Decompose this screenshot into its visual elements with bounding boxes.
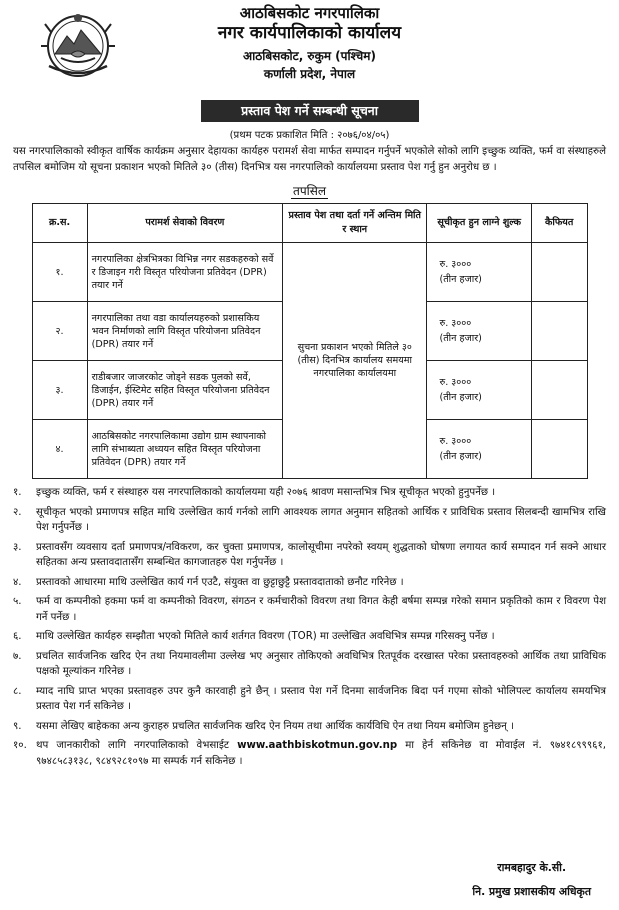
row-description: नगरपालिका क्षेत्रभित्रका विभिन्न नगर सडकहरुको सर्वे र डिजाइन गरी विस्तृत परियोजना प्रतिवेदन (DPR) तयार गर्ने [87,243,282,302]
list-item: ६. माथि उल्लेखित कार्यहरु सम्झौता भएको मितिले कार्य शर्तगत विवरण (TOR) मा उल्लेखित अवधिभित्र सम्पन्न गरिसक्नु पर्नेछ । [13,631,495,642]
row-remarks [531,361,587,420]
fee-words: (तीन हजार) [439,274,482,285]
fee-amount: रु. ३००० [439,259,472,270]
signatory-title: नि. प्रमुख प्रशासकीय अधिकृत [472,885,591,898]
signature-block [472,856,591,904]
row-remarks [531,243,587,302]
published-date: (प्रथम पटक प्रकाशित मिति : २०७६/०४/०५) [229,130,390,141]
row-description: नगरपालिका तथा वडा कार्यालयहरुको प्रशासकिय भवन निर्माणको लागि विस्तृत परियोजना प्रतिवेदन (DPR) तयार गर्ने [87,302,282,361]
fee-amount: रु. ३००० [439,436,472,447]
row-sn: ३. [32,361,87,420]
municipality-name: आठबिसकोट नगरपालिका [239,4,380,22]
province-name: कर्णाली प्रदेश, नेपाल [263,67,356,81]
list-item: २. सूचीकृत भएको प्रमाणपत्र सहित माथि उल्लेखित कार्य गर्नको लागि आवश्यक लागत अनुमान सहितको आर्थिक र प्राविधिक प्रस्ताव सिलबन्दी खामभित्र राखि पेश गर्नुपर्नेछ । [13,506,606,533]
row-fee [427,243,531,302]
header-remarks: कैफियत [531,204,587,243]
schedule-table [32,203,588,479]
terms-list [13,485,606,769]
intro-paragraph: यस नगरपालिकाको स्वीकृत वार्षिक कार्यक्रम अनुसार देहायका कार्यहरु परामर्श सेवा मार्फत सम्पादन गर्नुपर्ने भएकोले सोको लागि इच्छुक व्यक्ति, फर्म वा संस्थाहरुले तपसिल बमोजिम यो सूचना प्रकाशन भएको मितिले ३० (तीस) दिनभित्र यस नगरपालिको कार्यालयमा प्रस्ताव पेश गर्नु हुन अनुरोध छ । [13,146,606,173]
row-description: राडीबजार जाजरकोट जोड्ने सडक पुलको सर्वे, डिजाईन, ईस्टिमेट सहित विस्तृत परियोजना प्रतिवेदन (DPR) तयार गर्ने [87,361,282,420]
row-fee [427,302,531,361]
header-sn: क्र.स. [32,204,87,243]
header-fee: सूचीकृत हुन लाग्ने शुल्क [427,204,531,243]
signatory-name: रामबहादुर के.सी. [497,861,567,874]
row-sn: २. [32,302,87,361]
fee-words: (तीन हजार) [439,333,482,344]
header-description: परामर्श सेवाको विवरण [87,204,282,243]
fee-words: (तीन हजार) [439,392,482,403]
list-item: ५. फर्म वा कम्पनीको हकमा फर्म वा कम्पनीको विवरण, संगठन र कर्मचारीको विवरण तथा विगत केही बर्षमा सम्पन्न गरेको समान प्रकृतिको काम र विवरण पेश गर्ने पर्नेछ । [13,596,606,623]
header-deadline: प्रस्ताव पेश तथा दर्ता गर्ने अन्तिम मिति र स्थान [283,204,427,243]
office-name: नगर कार्यपालिकाको कार्यालय [217,22,402,43]
row-fee [427,361,531,420]
list-item: ८. म्याद नाघि प्राप्त भएका प्रस्तावहरु उपर कुनै कारवाही हुने छैन् । प्रस्ताव पेश गर्ने दिनमा सार्वजनिक बिदा पर्न गएमा सोको भोलिपल्ट कार्यालय समयभित्र प्रस्ताव पेश गर्न सकिनेछ । [13,685,606,712]
table-header-row [32,204,587,243]
row-description: आठबिसकोट नगरपालिकामा उद्योग ग्राम स्थापनाको लागि संभाब्यता अध्ययन सहित विस्तृत परियोजना प्रतिवेदन (DPR) तयार गर्ने [87,420,282,479]
list-item: १०. थप जानकारीको लागि नगरपालिकाको वेभसाईट www.aathbiskotmun.gov.np मा हेर्न सकिनेछ वा मोवाईल नं. ९७४१८९९९६१, ९७४८५८३१३८, ९८४९२८१०९७ मा सम्पर्क गर्न सकिनेछ । [13,740,606,767]
fee-words: (तीन हजार) [439,451,482,462]
row-sn: ४. [32,420,87,479]
list-item: ७. प्रचलित सार्वजनिक खरिद ऐन तथा नियमावलीमा उल्लेख भए अनुसार तोकिएको अवधिभित्र रितपूर्वक दरखास्त परेका प्रस्तावहरुको आर्थिक तथा प्राविधिक पक्षको मूल्यांकन गरिनेछ । [13,650,606,677]
fee-amount: रु. ३००० [439,318,472,329]
list-item: ३. प्रस्तावसँग व्यवसाय दर्ता प्रमाणपत्र/नविकरण, कर चुक्ता प्रमाणपत्र, कालोसूचीमा नपरेको स्वयम् शुद्धताको घोषणा लगायत कार्य सम्पादन गर्न सक्ने आधार सहितका अन्य प्रस्तावदातासँग सम्बन्धित कागजातहरु पेश गर्नुपर्नेछ । [13,541,606,568]
row-sn: १. [32,243,87,302]
website-link[interactable]: www.aathbiskotmun.gov.np [237,740,398,751]
fee-amount: रु. ३००० [439,377,472,388]
row-remarks [531,420,587,479]
deadline-cell: सुचना प्रकाशन भएको मितिले ३० (तीस) दिनभित्र कार्यालय समयमा नगरपालिका कार्यालयमा [283,243,427,479]
list-item: ४. प्रस्तावको आधारमा माथि उल्लेखित कार्य गर्न एउटै, संयुक्त वा छुट्टाछुट्टै प्रस्तावदाताको छनौट गरिनेछ । [13,576,404,588]
row-remarks [531,302,587,361]
schedule-heading: तपसिल [292,184,326,198]
list-item: १. इच्छुक व्यक्ति, फर्म र संस्थाहरु यस नगरपालिकाको कार्यालयमा यही २०७६ श्रावण मसान्तभित्र भित्र सूचीकृत भएको हुनुपर्नेछ । [13,487,496,498]
letterhead [13,0,606,98]
table-row [32,243,587,302]
row-fee [427,420,531,479]
notice-title: प्रस्ताव पेश गर्ने सम्बन्धी सूचना [201,100,419,122]
list-item: ९. यसमा लेखिए बाहेकका अन्य कुराहरु प्रचलित सार्वजनिक खरिद ऐन नियम तथा आर्थिक कार्यविधि ऐन तथा नियम बमोजिम हुनेछन् । [13,720,514,732]
office-location: आठबिसकोट, रुकुम (पश्चिम) [243,49,376,63]
